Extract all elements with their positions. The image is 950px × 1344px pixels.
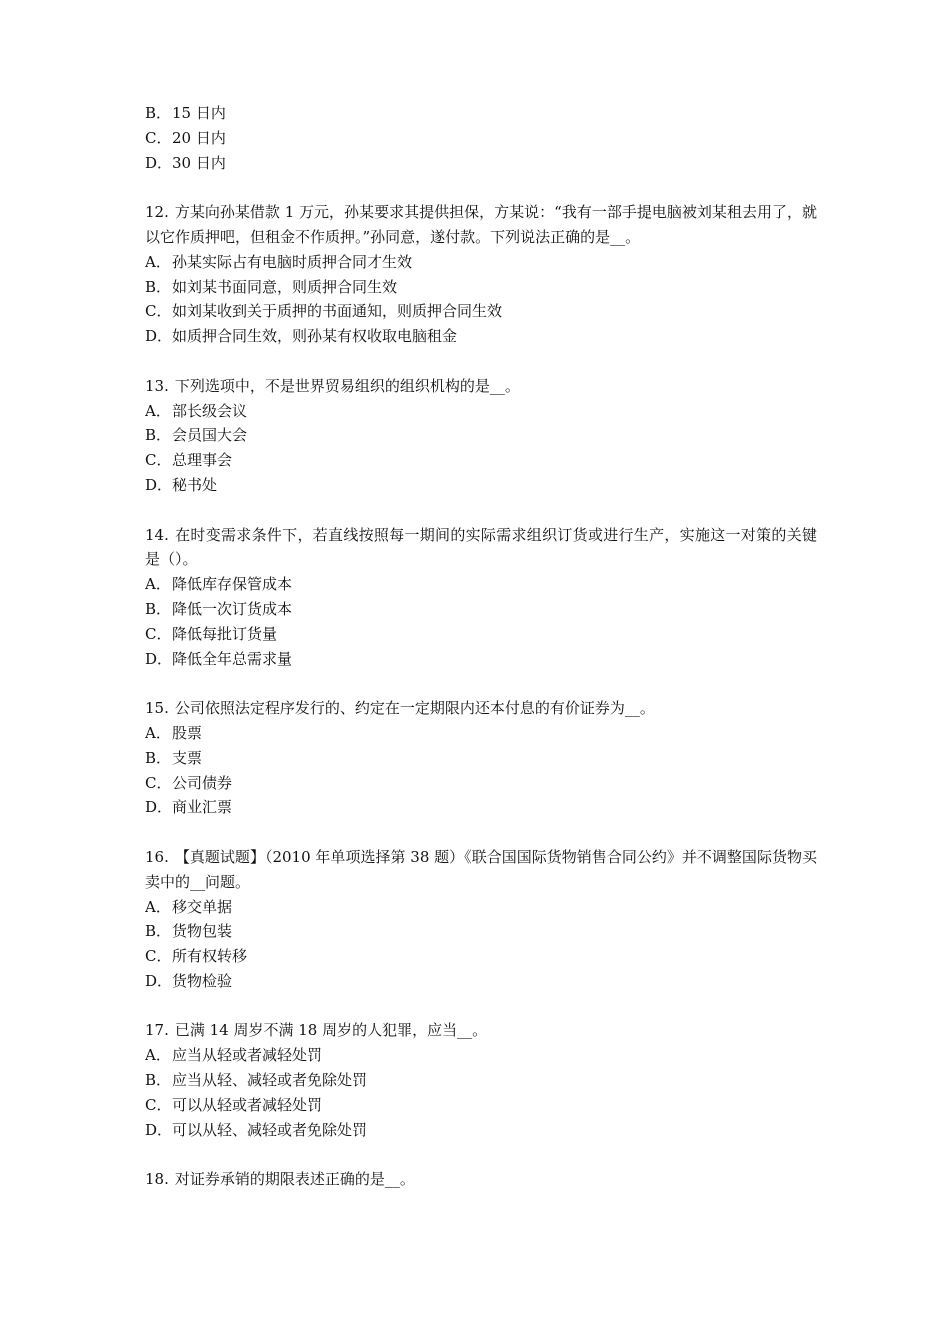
question-16 [145, 845, 817, 994]
option-b [145, 597, 817, 622]
option-text: 如刘某书面同意，则质押合同生效 [172, 277, 398, 296]
option-text: 如刘某收到关于质押的书面通知，则质押合同生效 [172, 302, 503, 321]
option-text: 可以从轻或者减轻处罚 [172, 1095, 323, 1114]
question-number: 12. [145, 203, 169, 222]
option-label: C． [145, 947, 172, 966]
question-12 [145, 200, 817, 349]
option-label: A． [145, 1046, 171, 1065]
option-label: D． [145, 649, 173, 668]
question-number: 18. [145, 1170, 169, 1189]
option-a [145, 250, 817, 275]
option-label: C． [145, 302, 172, 321]
option-label: C． [145, 128, 172, 147]
option-label: B． [145, 922, 172, 941]
option-b [145, 919, 817, 944]
option-d [145, 647, 817, 672]
option-text: 降低库存保管成本 [172, 575, 293, 594]
option-d [145, 324, 817, 349]
option-text: 总理事会 [172, 451, 233, 470]
option-d [145, 795, 817, 820]
option-b [145, 1068, 817, 1093]
option-text: 应当从轻或者减轻处罚 [172, 1046, 323, 1065]
question-number: 15. [145, 699, 169, 718]
option-label: D． [145, 798, 173, 817]
option-label: B． [145, 426, 172, 445]
option-b [145, 101, 817, 126]
option-label: C． [145, 451, 172, 470]
option-c [145, 299, 817, 324]
question-number: 16. [145, 847, 169, 866]
option-d [145, 1118, 817, 1143]
option-label: A． [145, 575, 171, 594]
question-text: 公司依照法定程序发行的、约定在一定期限内还本付息的有价证券为__。 [174, 699, 655, 718]
option-c [145, 944, 817, 969]
question-text: 对证券承销的期限表述正确的是__。 [174, 1170, 415, 1189]
option-text: 降低一次订货成本 [172, 599, 293, 618]
option-text: 货物检验 [172, 971, 233, 990]
question-text: 在时变需求条件下，若直线按照每一期间的实际需求组织订货或进行生产，实施这一对策的关键是（）。 [145, 525, 817, 569]
option-d [145, 151, 817, 176]
option-d [145, 969, 817, 994]
option-label: A． [145, 401, 171, 420]
question-stem [145, 845, 817, 895]
option-label: A． [145, 897, 171, 916]
option-b [145, 275, 817, 300]
carryover-options [145, 101, 817, 175]
option-text: 孙某实际占有电脑时质押合同才生效 [172, 252, 413, 271]
option-c [145, 771, 817, 796]
question-stem [145, 374, 817, 399]
option-text: 股票 [172, 723, 203, 742]
option-label: D． [145, 971, 173, 990]
option-label: D． [145, 327, 173, 346]
option-text: 移交单据 [172, 897, 233, 916]
option-label: A． [145, 252, 171, 271]
option-text: 商业汇票 [172, 798, 233, 817]
option-text: 降低全年总需求量 [172, 649, 293, 668]
option-b [145, 746, 817, 771]
question-number: 17. [145, 1021, 169, 1040]
question-18 [145, 1167, 817, 1192]
option-label: D． [145, 153, 173, 172]
option-text: 所有权转移 [172, 947, 248, 966]
option-text: 公司债券 [172, 773, 233, 792]
option-label: D． [145, 475, 173, 494]
option-label: B． [145, 1071, 172, 1090]
option-text: 支票 [172, 748, 203, 767]
option-text: 部长级会议 [172, 401, 248, 420]
question-number: 14. [145, 525, 169, 544]
question-stem [145, 1167, 817, 1192]
option-text: 20 日内 [172, 128, 226, 147]
option-label: B． [145, 277, 172, 296]
question-stem [145, 696, 817, 721]
option-c [145, 1093, 817, 1118]
question-stem [145, 1018, 817, 1043]
option-a [145, 572, 817, 597]
option-a [145, 399, 817, 424]
option-label: B． [145, 599, 172, 618]
option-text: 30 日内 [172, 153, 226, 172]
option-a [145, 895, 817, 920]
question-text: 【真题试题】（2010 年单项选择第 38 题）《联合国国际货物销售合同公约》并不调整国际货物买卖中的__问题。 [145, 847, 817, 891]
question-15 [145, 696, 817, 820]
question-text: 下列选项中，不是世界贸易组织的组织机构的是__。 [174, 376, 520, 395]
question-17 [145, 1018, 817, 1142]
question-13 [145, 374, 817, 498]
question-14 [145, 523, 817, 672]
option-c [145, 622, 817, 647]
question-stem [145, 200, 817, 250]
document-page [145, 101, 817, 1192]
option-text: 15 日内 [172, 104, 226, 122]
option-text: 可以从轻、减轻或者免除处罚 [172, 1120, 368, 1139]
option-d [145, 473, 817, 498]
option-label: A． [145, 723, 171, 742]
option-label: C． [145, 773, 172, 792]
option-b [145, 423, 817, 448]
option-c [145, 126, 817, 151]
question-text: 方某向孙某借款 1 万元，孙某要求其提供担保，方某说：“我有一部手提电脑被刘某租去用了，就以它作质押吧，但租金不作质押。”孙同意，遂付款。下列说法正确的是__。 [145, 203, 817, 246]
option-a [145, 1043, 817, 1068]
option-c [145, 448, 817, 473]
question-text: 已满 14 周岁不满 18 周岁的人犯罪，应当__。 [174, 1021, 488, 1040]
option-text: 会员国大会 [172, 426, 248, 445]
option-a [145, 721, 817, 746]
option-text: 货物包装 [172, 922, 233, 941]
option-text: 降低每批订货量 [172, 624, 278, 643]
option-text: 如质押合同生效，则孙某有权收取电脑租金 [172, 327, 458, 346]
option-text: 应当从轻、减轻或者免除处罚 [172, 1071, 368, 1090]
option-label: B． [145, 748, 172, 767]
question-number: 13. [145, 376, 169, 395]
option-text: 秘书处 [172, 475, 218, 494]
option-label: C． [145, 1095, 172, 1114]
option-label: D． [145, 1120, 173, 1139]
question-stem [145, 523, 817, 573]
option-label: C． [145, 624, 172, 643]
option-label: B． [145, 104, 172, 122]
